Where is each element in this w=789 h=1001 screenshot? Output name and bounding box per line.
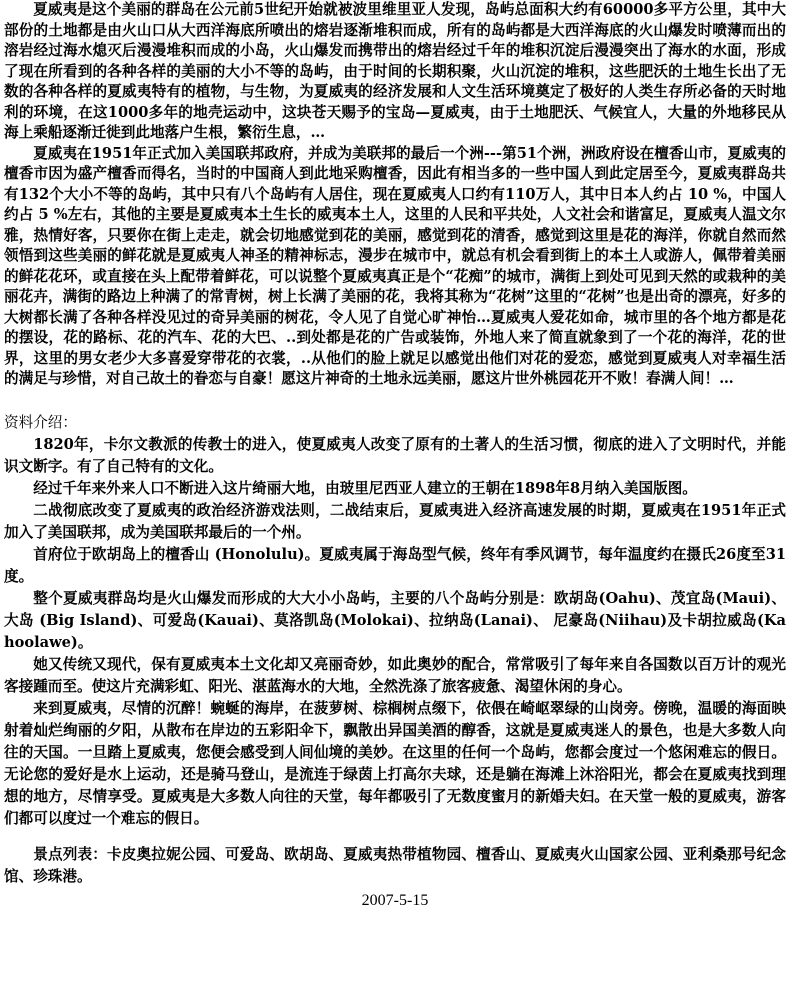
info-heading: 资料介绍： [4, 413, 77, 431]
attractions-list: 景点列表：卡皮奥拉妮公园、可爱岛、欧胡岛、夏威夷热带植物园、檀香山、夏威夷火山国家公园、亚利桑那号纪念馆、珍珠港。 [4, 845, 786, 885]
info-paragraph-5: 整个夏威夷群岛均是火山爆发而形成的大大小小岛屿，主要的八个岛屿分别是：欧胡岛(Oahu)、茂宜岛(Maui)、大岛 (Big Island)、可爱岛(Kauai)、莫洛凯岛(Molokai)、拉纳岛(Lanai)、 尼豪岛(Niihau)及卡胡拉威岛(Kahoolawe)。 [4, 589, 786, 651]
info-paragraph-1: 1820年，卡尔文教派的传教士的进入，使夏威夷人改变了原有的土著人的生活习惯，彻底的进入了文明时代，并能识文断字。有了自己特有的文化。 [4, 435, 786, 475]
attractions-section [4, 844, 786, 888]
section-gap [4, 390, 786, 412]
info-paragraph-2: 经过千年来外来人口不断进入这片绮丽大地，由玻里尼西亚人建立的王朝在1898年8月纳入美国版图。 [33, 479, 697, 497]
info-paragraph-7: 来到夏威夷，尽情的沉醉！蜿蜒的海岸，在菠萝树、棕榈树点缀下，依偎在崎岖翠绿的山岗旁。傍晚，温暖的海面映射着灿烂绚丽的夕阳，从散布在岸边的五彩阳伞下，飘散出异国美酒的醇香，这就是夏威夷迷人的景色，也是大多数人向往的天国。一旦踏上夏威夷，您便会感受到人间仙境的美妙。在这里的任何一个岛屿，您都会度过一个悠闲难忘的假日。无论您的爱好是水上运动，还是骑马登山，是流连于绿茵上打高尔夫球，还是躺在海滩上沐浴阳光，都会在夏威夷找到理想的地方，尽情享受。夏威夷是大多数人向往的天堂，每年都吸引了无数度蜜月的新婚夫妇。在天堂一般的夏威夷，游客们都可以度过一个难忘的假日。 [4, 699, 786, 827]
document-date: 2007-5-15 [361, 891, 429, 909]
info-paragraph-4: 首府位于欧胡岛上的檀香山 (Honolulu)。夏威夷属于海岛型气候，终年有季风调节，每年温度约在摄氏26度至31度。 [4, 545, 786, 585]
intro-section [4, 0, 786, 390]
intro-paragraph-1: 夏威夷是这个美丽的群岛在公元前5世纪开始就被波里维里亚人发现，岛屿总面积大约有60000多平方公里，其中大部份的土地都是由火山口从大西洋海底所喷出的熔岩逐渐堆积而成，所有的岛屿都是大西洋海底的火山爆发时喷薄而出的溶岩经过海水熄灭后漫漫堆积而成的小岛，火山爆发而携带出的熔岩经过千年的堆积沉淀后漫漫突出了海水的水面，形成了现在所看到的各种各样的美丽的大小不等的岛屿，由于时间的长期积聚，火山沉淀的堆积，这些肥沃的土地生长出了无数的各种各样的夏威夷特有的植物，与生物，为夏威夷的经济发展和人文生活环境奠定了极好的人类生存所必备的天时地利的环境，在这1000多年的地壳运动中，这块苍天赐予的宝岛—夏威夷，由于土地肥沃、气候宜人，大量的外地移民从海上乘船逐渐迁徙到此地落户生根，繁衍生息，… [4, 1, 786, 141]
info-paragraph-3: 二战彻底改变了夏威夷的政治经济游戏法则，二战结束后，夏威夷进入经济高速发展的时期，夏威夷在1951年正式加入了美国联邦，成为美国联邦最后的一个州。 [4, 501, 786, 541]
info-paragraph-6: 她又传统又现代，保有夏威夷本土文化却又亮丽奇妙，如此奥妙的配合，常常吸引了每年来自各国数以百万计的观光客接踵而至。使这片充满彩虹、阳光、湛蓝海水的大地，全然洗涤了旅客疲惫、渴望休闲的身心。 [4, 655, 786, 695]
section-gap [4, 830, 786, 844]
intro-paragraph-2: 夏威夷在1951年正式加入美国联邦政府，并成为美联邦的最后一个洲---第51个洲，洲政府设在檀香山市，夏威夷的檀香市因为盛产檀香而得名，当时的中国商人到此地采购檀香，因此有相当多的一些中国人到此定居至今，夏威夷群岛共有132个大小不等的岛屿，其中只有八个岛屿有人居住，现在夏威夷人口约有110万人，其中日本人约占 10 %，中国人约占 5 %左右，其他的主要是夏威夷本土生长的威夷本土人，这里的人民和平共处，人文社会和谐富足，夏威夷人温文尔雅，热情好客，只要你在街上走走，就会切地感觉到花的美丽，感觉到花的清香，感觉到这里是花的海洋，你就自然而然领悟到这些美丽的鲜花就是夏威夷人神圣的精神标志，漫步在城市中，就总有机会看到街上的本土人或游人，佩带着美丽的鲜花花环，或直接在头上配带着鲜花，可以说整个夏威夷真正是个“花痴”的城市，满街上到处可见到天然的或栽种的美丽花卉，满街的路边上种满了的常青树，树上长满了美丽的花，我将其称为“花树”这里的“花树”也是出奇的漂亮，好多的大树都长满了各种各样没见过的奇异美丽的树花，令人见了自觉心旷神怡…夏威夷人爱花如命，城市里的各个地方都是花的摆设，花的路标、花的汽车、花的大巴、..到处都是花的广告或装饰，外地人来了简直就象到了一个花的海洋，花的世界，这里的男女老少大多喜爱穿带花的衣裳，..从他们的脸上就足以感觉出他们对花的爱恋，感觉到夏威夷人对幸福生活的满足与珍惜，对自己故土的眷恋与自豪！愿这片神奇的土地永远美丽，愿这片世外桃园花开不败！春满人间！… [4, 144, 786, 387]
info-section [4, 412, 786, 830]
